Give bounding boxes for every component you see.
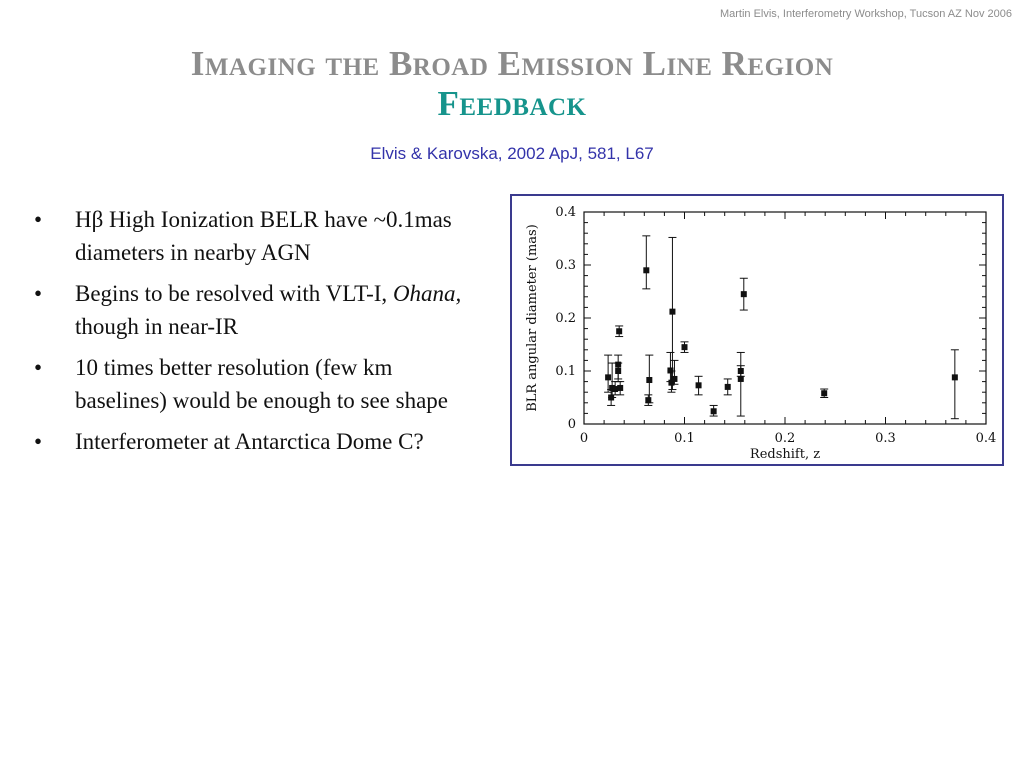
data-points <box>604 236 959 419</box>
point-marker <box>643 267 649 273</box>
data-point <box>737 352 745 416</box>
y-tick-label: 0.4 <box>555 205 576 220</box>
bullet-text: Hβ High Ionization BELR have ~0.1mas diameters in nearby AGN <box>75 207 452 265</box>
x-tick-label: 0 <box>579 431 589 446</box>
x-tick-label: 0.1 <box>674 431 695 446</box>
chart-frame <box>510 194 1004 466</box>
bullet-text: though in near-IR <box>75 314 239 339</box>
data-point <box>820 389 828 397</box>
header-note: Martin Elvis, Interferometry Workshop, Tucson AZ Nov 2006 <box>719 8 1012 20</box>
bullet-item <box>30 351 480 417</box>
x-tick-label: 0.3 <box>875 431 896 446</box>
y-tick-label: 0.3 <box>555 258 576 273</box>
x-axis-label: Redshift, z <box>749 447 821 462</box>
y-tick-label: 0.2 <box>555 311 576 326</box>
plot-area <box>584 212 986 424</box>
point-marker <box>821 390 827 396</box>
y-axis-ticks <box>555 205 986 432</box>
point-marker <box>711 408 717 414</box>
bullet-text: Begins to be resolved with VLT-I, <box>75 281 393 306</box>
point-marker <box>616 328 622 334</box>
y-tick-label: 0.1 <box>555 364 576 379</box>
point-marker <box>696 382 702 388</box>
data-point <box>668 237 676 389</box>
point-marker <box>671 376 677 382</box>
point-marker <box>741 291 747 297</box>
point-marker <box>725 384 731 390</box>
bullet-text: Interferometer at Antarctica Dome C? <box>75 429 424 454</box>
bullet-item <box>30 203 480 269</box>
slide-subtitle: Feedback <box>437 84 587 123</box>
data-point <box>616 382 624 395</box>
data-point <box>615 326 623 337</box>
x-tick-label: 0.4 <box>975 431 997 446</box>
citation: Elvis & Karovska, 2002 ApJ, 581, L67 <box>370 144 654 163</box>
bullet-list <box>30 203 480 466</box>
x-axis-ticks <box>580 212 996 446</box>
point-marker <box>738 376 744 382</box>
data-point <box>644 395 652 406</box>
bullet-text: 10 times better resolution (few km baselines) would be enough to see shape <box>75 355 449 413</box>
x-tick-label: 0.2 <box>774 431 796 446</box>
point-marker <box>615 368 621 374</box>
data-point <box>645 355 653 403</box>
point-marker <box>952 374 958 380</box>
data-point <box>710 405 718 416</box>
data-point <box>951 350 959 419</box>
slide-title: Imaging the Broad Emission Line Region <box>190 44 834 83</box>
data-point <box>724 379 732 395</box>
point-marker <box>646 377 652 383</box>
y-tick-label: 0 <box>567 417 576 432</box>
data-point <box>695 376 703 395</box>
data-point <box>740 278 748 310</box>
point-marker <box>645 397 651 403</box>
data-point <box>681 342 689 353</box>
scatter-chart <box>512 196 1002 464</box>
point-marker <box>617 385 623 391</box>
point-marker <box>605 374 611 380</box>
data-point <box>642 236 650 289</box>
y-axis-label: BLR angular diameter (mas) <box>525 224 540 412</box>
bullet-item <box>30 425 480 458</box>
point-marker <box>682 344 688 350</box>
bullet-emphasis: Ohana, <box>392 281 462 306</box>
point-marker <box>669 309 675 315</box>
bullet-item <box>30 277 480 343</box>
